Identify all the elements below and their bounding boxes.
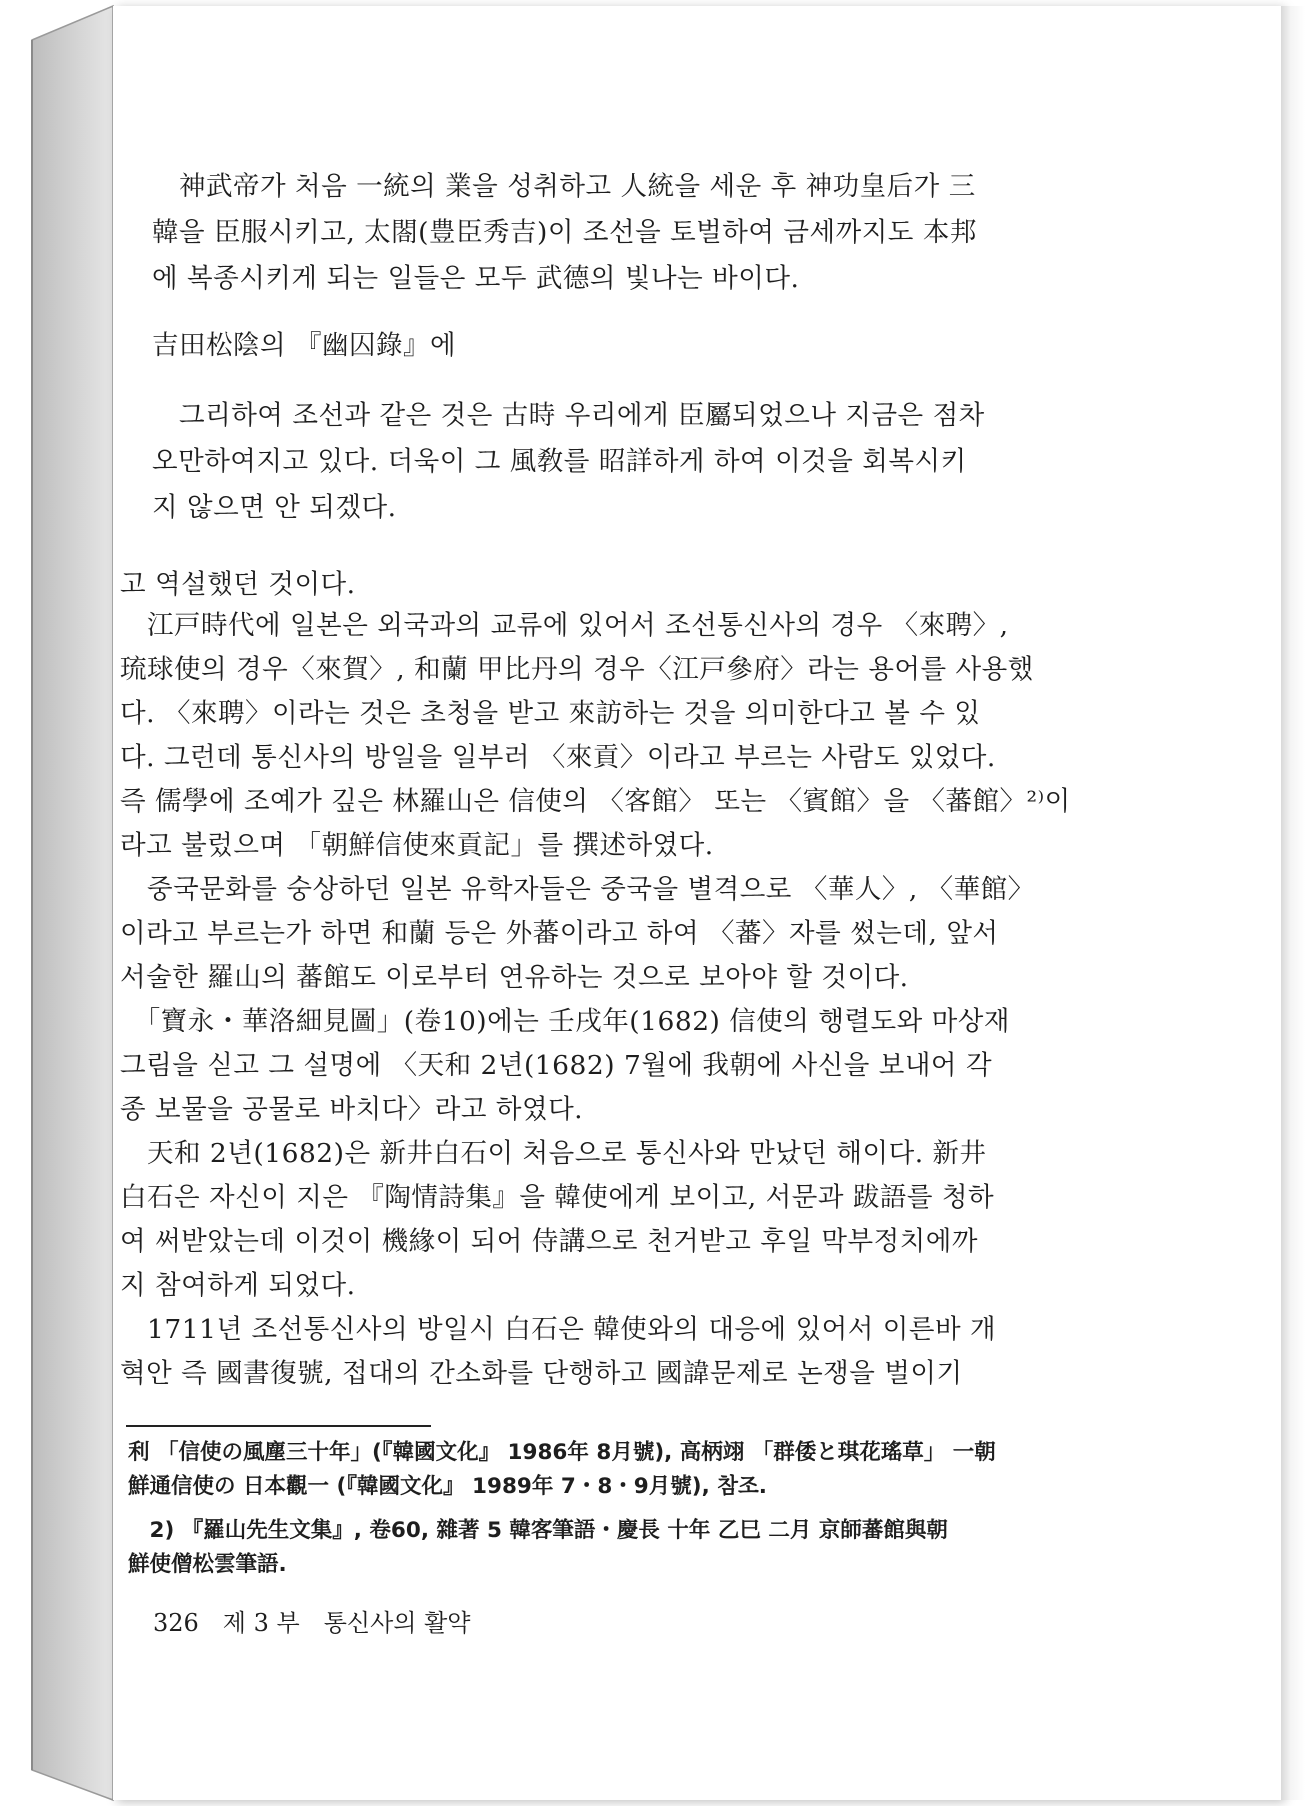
footnote-line: 鮮使僧松雲筆語.	[128, 1552, 287, 1577]
body-line: 白石은 자신이 지은 『陶情詩集』을 韓使에게 보이고, 서문과 跋語를 청하	[120, 1182, 995, 1213]
quote-line: 에 복종시키게 되는 일들은 모두 武德의 빛나는 바이다.	[152, 263, 800, 294]
body-line: 다. 그런데 통신사의 방일을 일부러 〈來貢〉이라고 부르는 사람도 있었다.	[120, 742, 996, 773]
body-line: 혁안 즉 國書復號, 접대의 간소화를 단행하고 國諱문제로 논쟁을 벌이기	[120, 1358, 963, 1389]
body-line: 지 참여하게 되었다.	[120, 1270, 356, 1301]
source-line: 吉田松陰의 『幽囚錄』에	[152, 330, 457, 361]
body-line: 종 보물을 공물로 바치다〉라고 하였다.	[120, 1094, 584, 1125]
body-line: 라고 불렀으며 「朝鮮信使來貢記」를 撰述하였다.	[120, 830, 714, 861]
body-line: 여 써받았는데 이것이 機緣이 되어 侍講으로 천거받고 후일 막부정치에까	[120, 1226, 978, 1257]
body-line: 그림을 싣고 그 설명에 〈天和 2년(1682) 7월에 我朝에 사신을 보내어 각	[120, 1050, 993, 1081]
body-line: 1711년 조선통신사의 방일시 白石은 韓使와의 대응에 있어서 이른바 개	[120, 1314, 997, 1345]
quote-line: 神武帝가 처음 一統의 業을 성취하고 人統을 세운 후 神功皇后가 三	[152, 171, 976, 202]
footnote-line: 鮮通信使の 日本觀一 (『韓國文化』 1989年 7・8・9月號), 참조.	[128, 1474, 767, 1499]
quote-line: 韓을 臣服시키고, 太閤(豊臣秀吉)이 조선을 토벌하여 금세까지도 本邦	[152, 217, 977, 248]
quote-line: 오만하여지고 있다. 더욱이 그 風敎를 昭詳하게 하여 이것을 회복시키	[152, 446, 967, 477]
body-line: 天和 2년(1682)은 新井白石이 처음으로 통신사와 만났던 해이다. 新井	[120, 1138, 987, 1169]
body-line: 琉球使의 경우〈來賀〉, 和蘭 甲比丹의 경우〈江戸參府〉라는 용어를 사용했	[120, 654, 1034, 685]
body-line: 고 역설했던 것이다.	[120, 569, 356, 600]
body-line: 다. 〈來聘〉이라는 것은 초청을 받고 來訪하는 것을 의미한다고 볼 수 있	[120, 698, 981, 729]
page-footer: 326 제 3 부 통신사의 활약	[153, 1609, 471, 1637]
body-line: 이라고 부르는가 하면 和蘭 등은 外蕃이라고 하여 〈蕃〉자를 썼는데, 앞서	[120, 918, 999, 949]
body-line: 서술한 羅山의 蕃館도 이로부터 연유하는 것으로 보아야 할 것이다.	[120, 962, 909, 993]
footnote-line: 2) 『羅山先生文集』, 卷60, 雜著 5 韓客筆語・慶長 十年 乙巳 二月 京師蕃館與朝	[128, 1518, 948, 1543]
footnote-line: 利 「信使の風塵三十年」(『韓國文化』 1986年 8月號), 高柄翊 「群倭と琪花瑤草」 一朝	[128, 1440, 996, 1465]
quote-line: 지 않으면 안 되겠다.	[152, 492, 397, 523]
body-line: 즉 儒學에 조예가 깊은 林羅山은 信使의 〈客館〉 또는 〈賓館〉을 〈蕃館〉²⁾이	[120, 786, 1071, 817]
quote-line: 그리하여 조선과 같은 것은 古時 우리에게 臣屬되었으나 지금은 점차	[152, 400, 985, 431]
footnote-rule	[126, 1425, 431, 1427]
body-line: 중국문화를 숭상하던 일본 유학자들은 중국을 별격으로 〈華人〉, 〈華館〉	[120, 874, 1035, 905]
body-line: 江戸時代에 일본은 외국과의 교류에 있어서 조선통신사의 경우 〈來聘〉,	[120, 610, 1009, 641]
page-edge	[1281, 6, 1305, 1800]
body-line: 「寶永・華洛細見圖」(卷10)에는 壬戌年(1682) 信使의 행렬도와 마상재	[120, 1006, 1010, 1037]
